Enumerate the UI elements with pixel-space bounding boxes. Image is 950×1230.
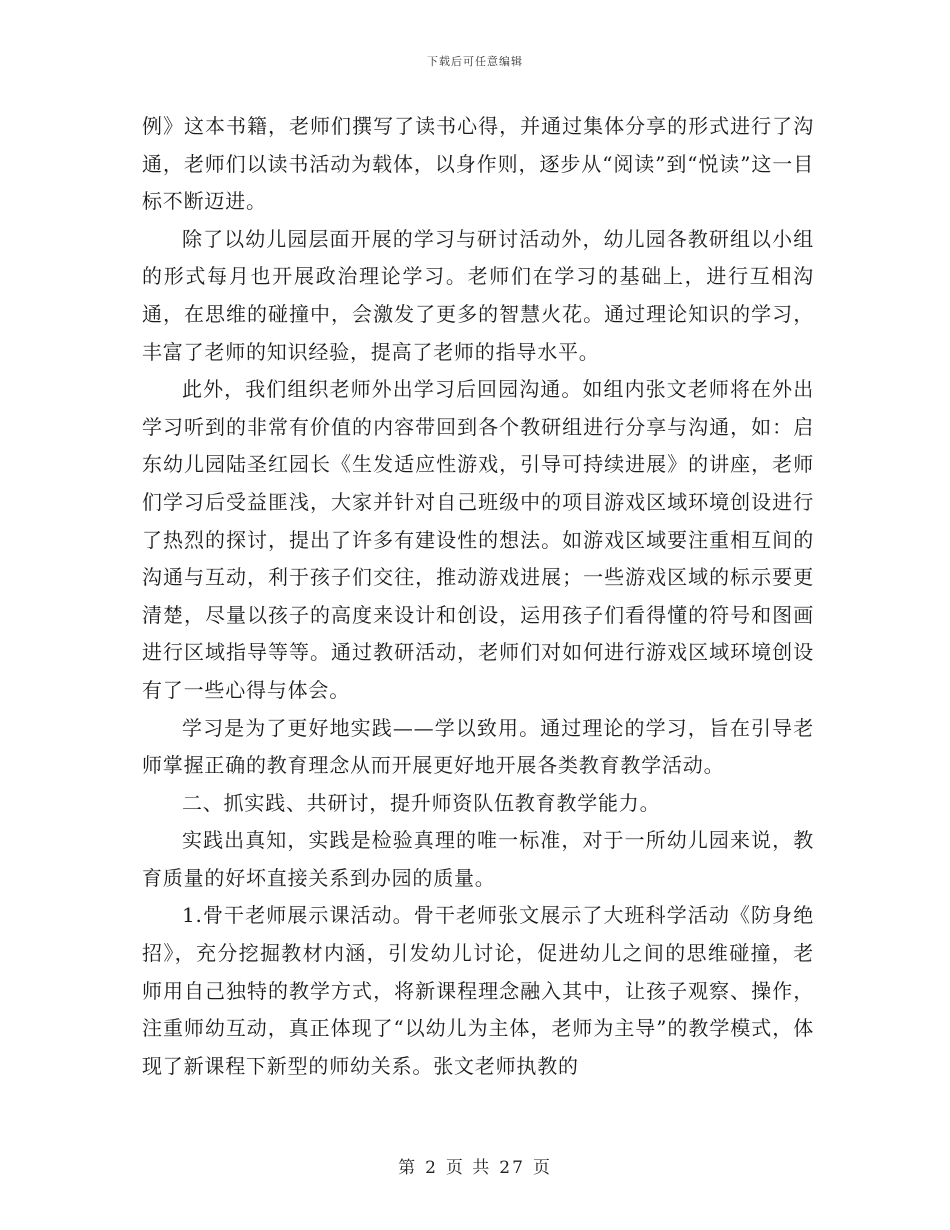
page-header: 下载后可任意编辑 xyxy=(427,55,523,68)
paragraph-3: 此外，我们组织老师外出学习后回园沟通。如组内张文老师将在外出学习听到的非常有价值的内容带回到各个教研组进行分享与沟通，如：启东幼儿园陆圣红园长《生发适应性游戏，引导可持续进展》的讲座，老师们学习后受益匪浅，大家并针对自己班级中的项目游戏区域环境创设进行了热烈的探讨，提出了许多有建设性的想法。如游戏区域要注重相互间的沟通与互动，利于孩子们交往，推动游戏进展；一些游戏区域的标示要更清楚，尽量以孩子的高度来设计和创设，运用孩子们看得懂的符号和图画进行区域指导等等。通过教研活动，老师们对如何进行游戏区域环境创设有了一些心得与体会。 xyxy=(142,377,814,702)
footer-total-pages: 27 xyxy=(499,1158,525,1178)
footer-suffix: 页 xyxy=(532,1158,552,1178)
document-body xyxy=(142,108,814,1085)
footer-page-number: 2 xyxy=(425,1158,438,1178)
section-heading: 二、抓实践、共研讨，提升师资队伍教育教学能力。 xyxy=(182,790,661,815)
paragraph-5: 实践出真知，实践是检验真理的唯一标准，对于一所幼儿园来说，教育质量的好坏直接关系到办园的质量。 xyxy=(142,828,814,890)
page-footer xyxy=(0,1153,950,1178)
footer-middle: 页 共 xyxy=(445,1158,492,1178)
paragraph-6: 1.骨干老师展示课活动。骨干老师张文展示了大班科学活动《防身绝招》，充分挖掘教材内涵，引发幼儿讨论，促进幼儿之间的思维碰撞，老师用自己独特的教学方式，将新课程理念融入其中，让孩子观察、操作，注重师幼互动，真正体现了“以幼儿为主体，老师为主导”的教学模式，体现了新课程下新型的师幼关系。张文老师执教的 xyxy=(142,903,814,1078)
paragraph-2: 除了以幼儿园层面开展的学习与研讨活动外，幼儿园各教研组以小组的形式每月也开展政治理论学习。老师们在学习的基础上，进行互相沟通，在思维的碰撞中，会激发了更多的智慧火花。通过理论知识的学习，丰富了老师的知识经验，提高了老师的指导水平。 xyxy=(142,226,814,364)
paragraph-4: 学习是为了更好地实践——学以致用。通过理论的学习，旨在引导老师掌握正确的教育理念从而开展更好地开展各类教育教学活动。 xyxy=(142,715,814,778)
paragraph-1: 例》这本书籍，老师们撰写了读书心得，并通过集体分享的形式进行了沟通，老师们以读书活动为载体，以身作则，逐步从“阅读”到“悦读”这一目标不断迈进。 xyxy=(142,114,814,214)
footer-prefix: 第 xyxy=(398,1158,418,1178)
